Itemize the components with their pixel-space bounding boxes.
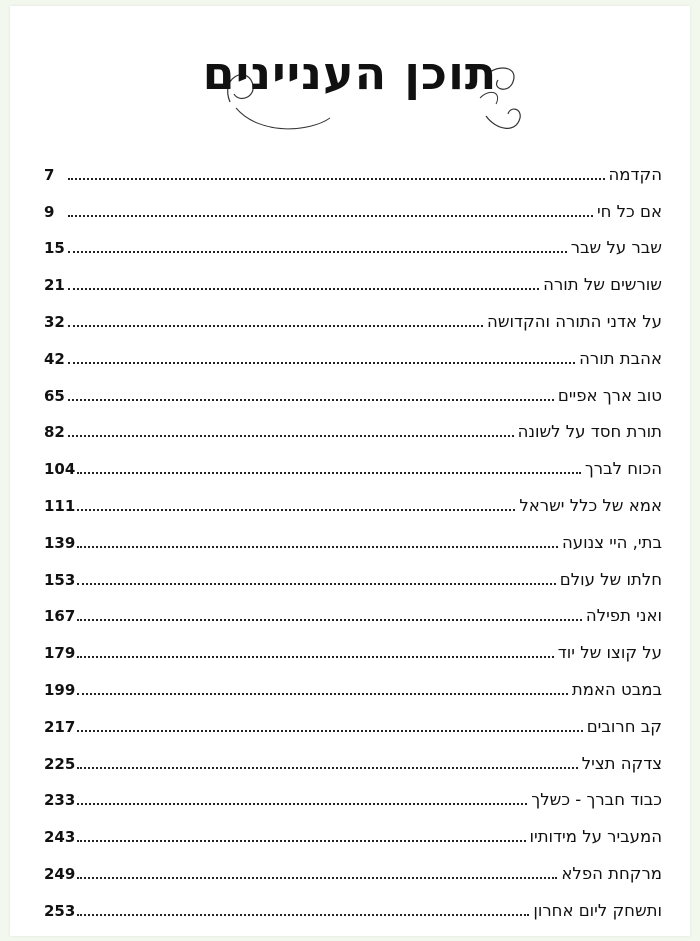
dot-leader	[77, 840, 525, 842]
toc-entry[interactable]	[44, 155, 662, 192]
toc-entry[interactable]	[44, 707, 662, 744]
toc-entry-label: קב חרובים	[586, 716, 662, 736]
toc-entry-label: על קוצו של יוד	[557, 643, 662, 663]
dot-leader	[68, 362, 575, 364]
dot-leader	[77, 914, 529, 916]
toc-entry[interactable]	[44, 523, 662, 560]
toc-entry-page-number: 9	[44, 202, 55, 221]
toc-entry[interactable]	[44, 449, 662, 486]
toc-entry[interactable]	[44, 265, 662, 302]
toc-entry[interactable]	[44, 633, 662, 670]
toc-entry-page-number: 139	[44, 533, 76, 552]
toc-entry-label: תורת חסד על לשונה	[517, 422, 662, 442]
dot-leader	[77, 767, 577, 769]
toc-entry-label: כבוד חברך - כשלך	[531, 790, 662, 810]
toc-entry-label: ואני תפילה	[585, 606, 662, 626]
toc-entry-page-number: 217	[44, 717, 76, 736]
dot-leader	[77, 730, 582, 732]
toc-entry-page-number: 249	[44, 864, 76, 883]
toc-entry[interactable]	[44, 560, 662, 597]
dot-leader	[77, 619, 582, 621]
dot-leader	[77, 583, 555, 585]
toc-entry-label: הקדמה	[608, 164, 662, 184]
toc-entry-label: אם כל חי	[596, 201, 662, 221]
toc-entry-label: צדקה תציל	[581, 753, 662, 773]
dot-leader	[68, 435, 514, 437]
toc-entry-page-number: 153	[44, 570, 76, 589]
toc-entry[interactable]	[44, 339, 662, 376]
dot-leader	[68, 399, 554, 401]
dot-leader	[77, 877, 557, 879]
dot-leader	[77, 693, 568, 695]
toc-entry[interactable]	[44, 376, 662, 413]
toc-entry[interactable]	[44, 597, 662, 634]
toc-entry-page-number: 42	[44, 349, 65, 368]
toc-entry-label: ותשחק ליום אחרון	[533, 900, 662, 920]
toc-entry-page-number: 179	[44, 644, 76, 663]
toc-entry[interactable]	[44, 302, 662, 339]
toc-entry[interactable]	[44, 891, 662, 928]
toc-entry-label: המעביר על מידותיו	[529, 827, 662, 847]
toc-entry-page-number: 243	[44, 828, 76, 847]
toc-entry-label: שבר על שבר	[570, 238, 662, 258]
dot-leader	[68, 325, 483, 327]
toc-entry-label: הכוח לברך	[584, 459, 662, 479]
toc-entry[interactable]	[44, 854, 662, 891]
dot-leader	[68, 215, 593, 217]
toc-entry-page-number: 7	[44, 165, 55, 184]
toc-entry-label: חלתו של עולם	[559, 569, 662, 589]
toc-entry-page-number: 32	[44, 312, 65, 331]
toc-entry-label: שורשים של תורה	[543, 275, 662, 295]
toc-entry-page-number: 253	[44, 901, 76, 920]
toc-entry-label: במבט האמת	[571, 679, 662, 699]
toc-entry[interactable]	[44, 192, 662, 229]
dot-leader	[77, 546, 558, 548]
dot-leader	[68, 251, 567, 253]
toc-entry[interactable]	[44, 670, 662, 707]
toc-entry-page-number: 167	[44, 607, 76, 626]
toc-entry[interactable]	[44, 817, 662, 854]
dot-leader	[77, 472, 581, 474]
toc-entry-page-number: 233	[44, 791, 76, 810]
toc-entry-label: מרקחת הפלא	[561, 863, 662, 883]
toc-entry-label: בתי, היי צנועה	[562, 532, 662, 552]
dot-leader	[77, 803, 527, 805]
toc-entry-page-number: 21	[44, 276, 65, 295]
title-area	[10, 28, 690, 118]
toc-entry-page-number: 104	[44, 460, 76, 479]
toc-entry-page-number: 82	[44, 423, 65, 442]
dot-leader	[68, 288, 539, 290]
toc-entry-page-number: 199	[44, 680, 76, 699]
toc-entry-label: אמא של כלל ישראל	[519, 495, 662, 515]
table-of-contents	[44, 155, 662, 928]
dot-leader	[77, 656, 553, 658]
toc-entry-page-number: 111	[44, 496, 76, 515]
toc-entry-page-number: 225	[44, 754, 76, 773]
book-page	[10, 6, 690, 936]
toc-entry-page-number: 65	[44, 386, 65, 405]
toc-entry[interactable]	[44, 744, 662, 781]
toc-entry[interactable]	[44, 781, 662, 818]
toc-entry-label: טוב ארך אפיים	[557, 385, 662, 405]
toc-entry[interactable]	[44, 413, 662, 450]
dot-leader	[68, 178, 605, 180]
page-title: תוכן העניינים	[202, 46, 498, 100]
toc-entry[interactable]	[44, 229, 662, 266]
toc-entry-page-number: 15	[44, 239, 65, 258]
dot-leader	[77, 509, 515, 511]
toc-entry[interactable]	[44, 486, 662, 523]
toc-entry-label: אהבת תורה	[579, 348, 662, 368]
toc-entry-label: על אדני התורה והקדושה	[487, 311, 662, 331]
